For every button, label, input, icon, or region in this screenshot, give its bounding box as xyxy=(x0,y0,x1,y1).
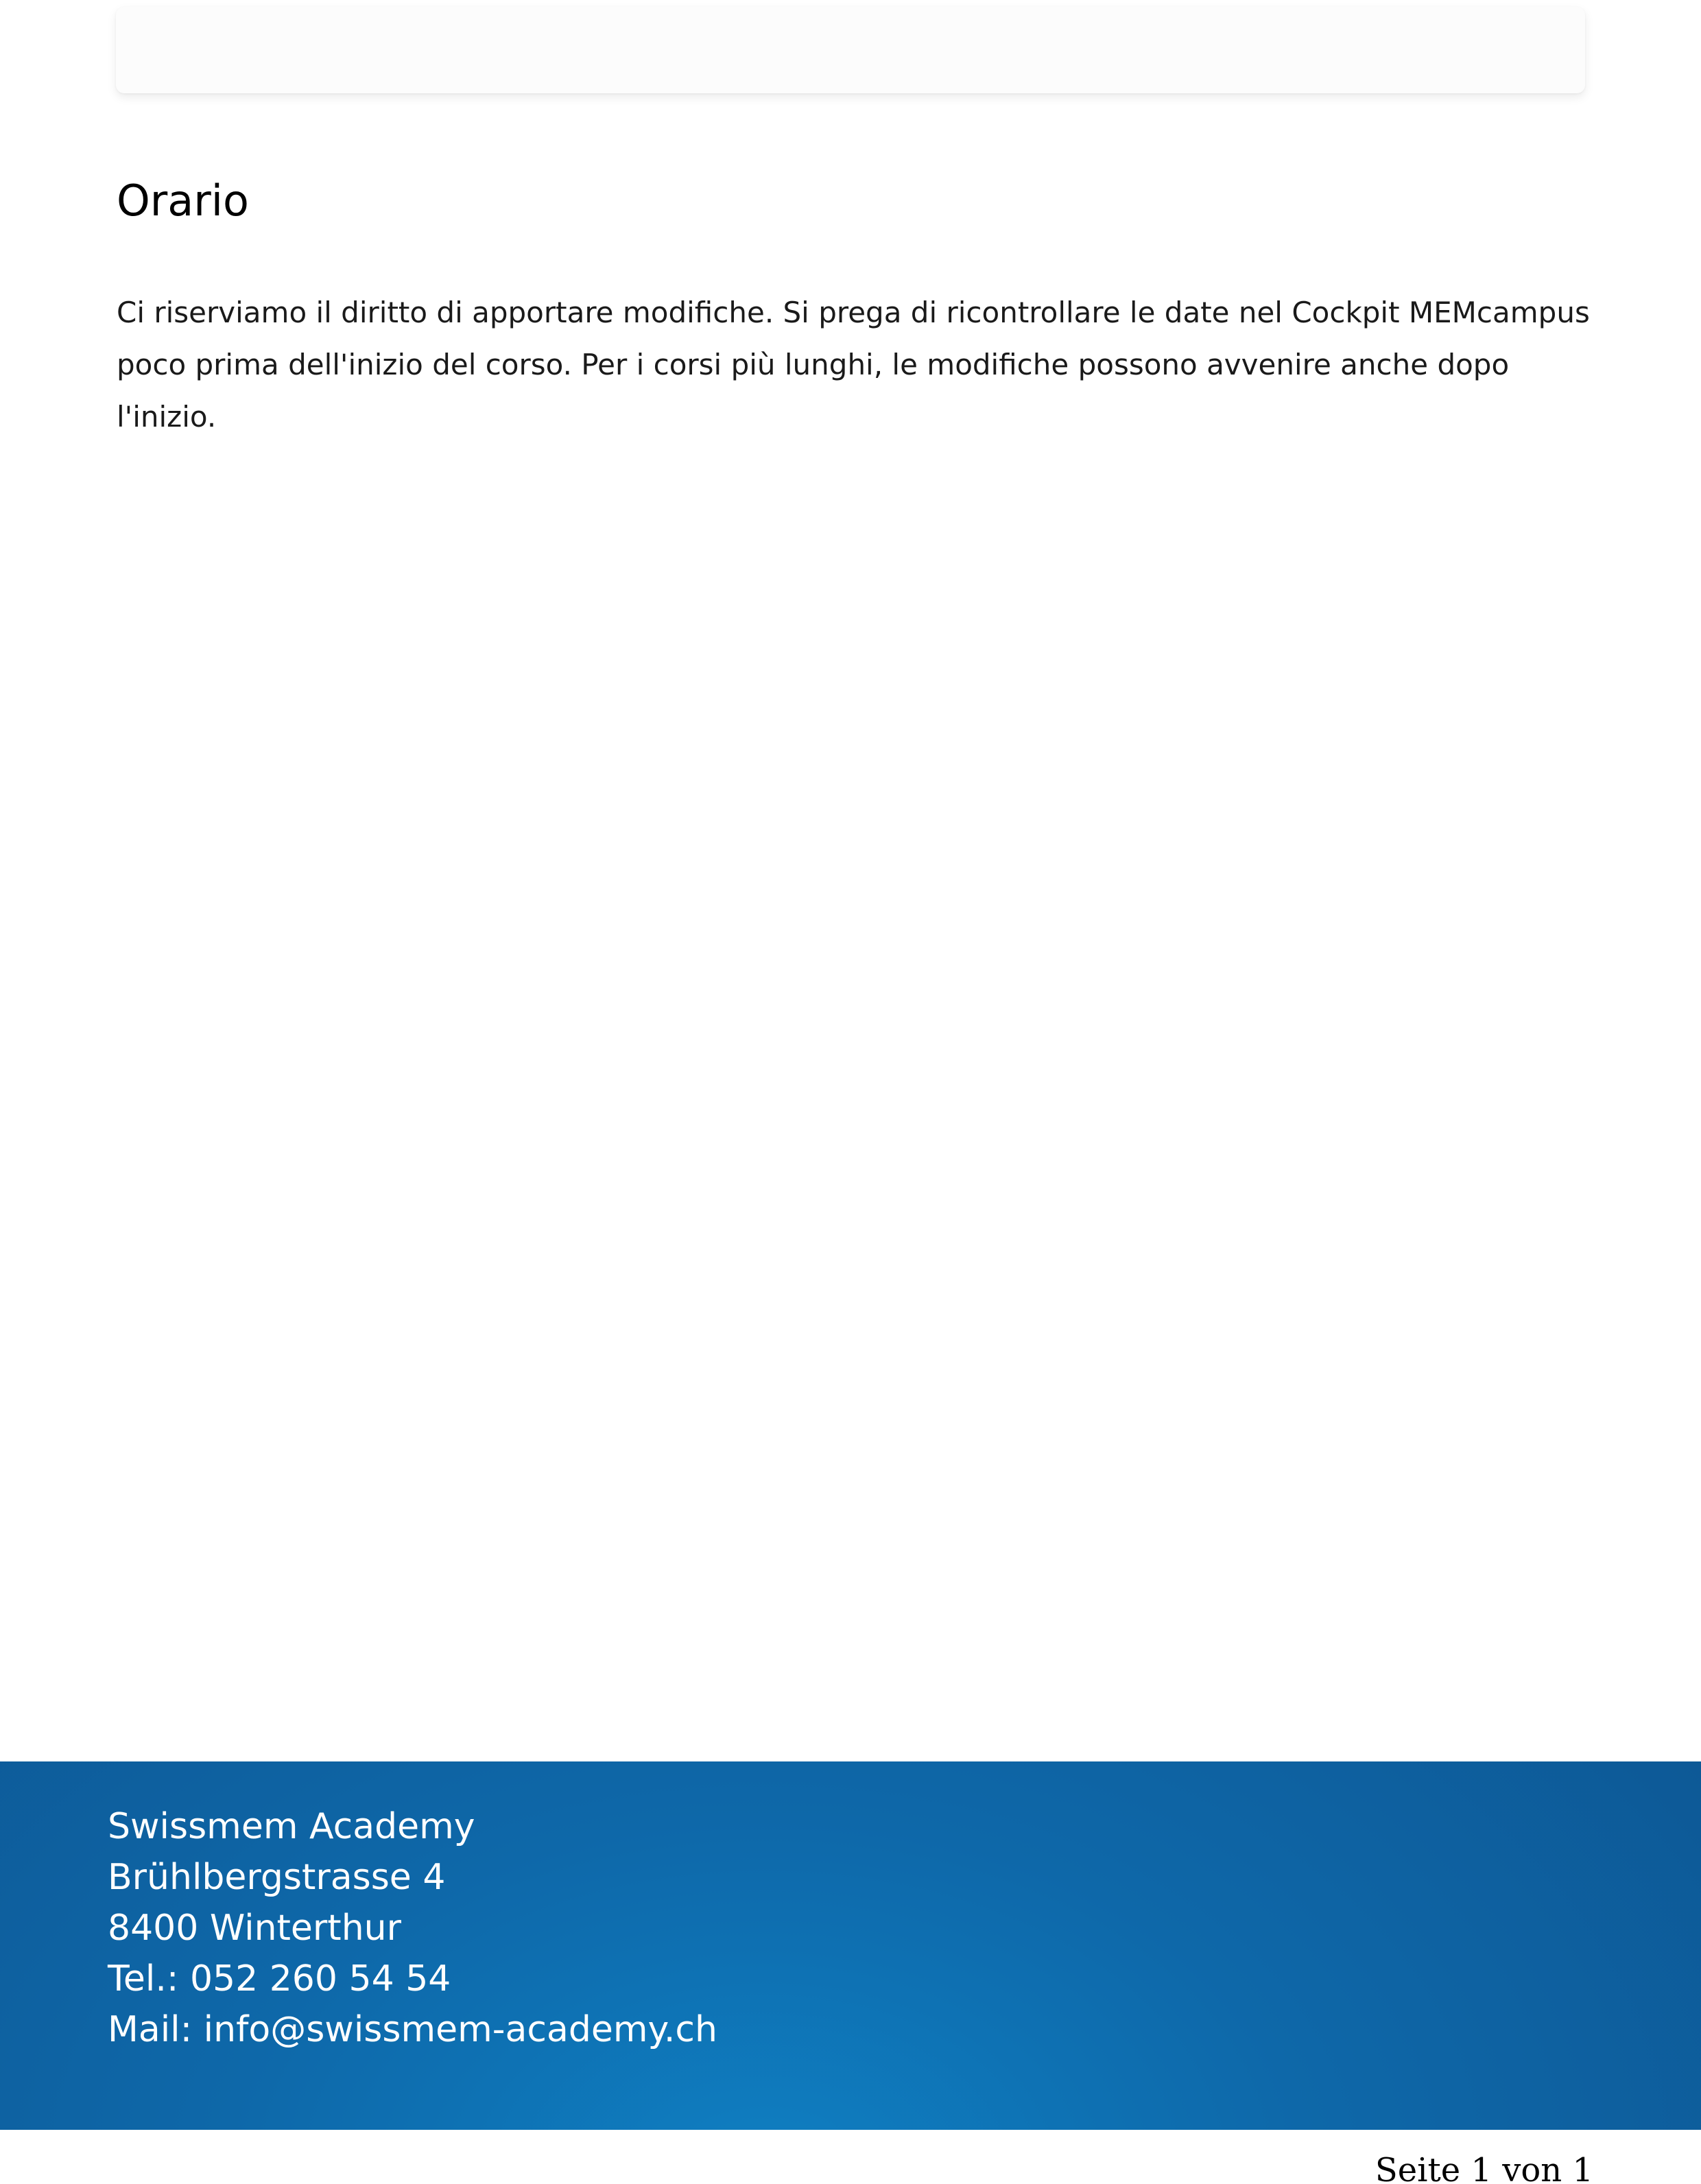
footer-band xyxy=(0,1761,1701,2130)
footer-org-name: Swissmem Academy xyxy=(108,1806,475,1847)
footer-phone: Tel.: 052 260 54 54 xyxy=(108,1958,451,1999)
section-title: Orario xyxy=(117,176,249,226)
page-number: Seite 1 von 1 xyxy=(1375,2151,1593,2184)
header-card xyxy=(116,7,1585,93)
footer-email: Mail: info@swissmem-academy.ch xyxy=(108,2009,717,2050)
schedule-notice-paragraph: Ci riserviamo il diritto di apportare modifiche. Si prega di ricontrollare le date nel Cockpit MEMcampus poco prima dell'inizio del corso. Per i corsi più lunghi, le modifiche possono avvenire anche dopo l'inizio. xyxy=(117,296,1590,434)
footer-street: Brühlbergstrasse 4 xyxy=(108,1857,446,1898)
footer-city: 8400 Winterthur xyxy=(108,1908,401,1949)
footer-address-block xyxy=(108,1801,717,2055)
